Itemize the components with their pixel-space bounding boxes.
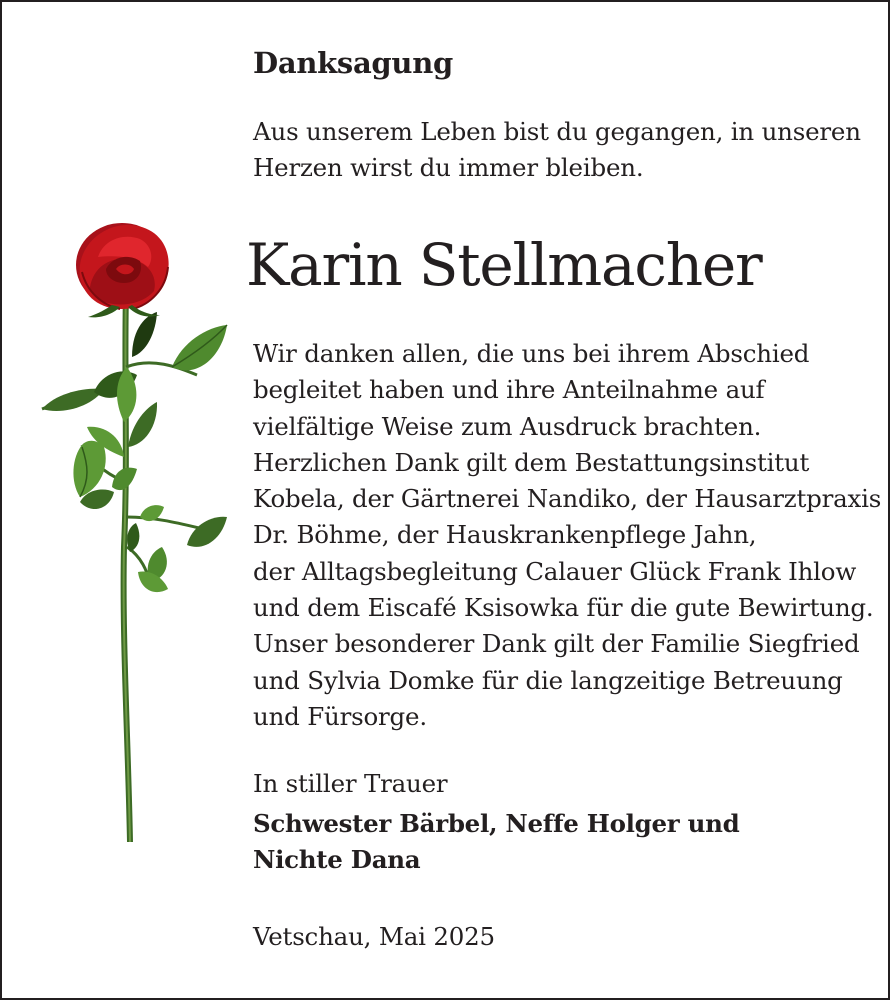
family-line: Nichte Dana (253, 845, 421, 874)
thanks-line: und Sylvia Domke für die langzeitige Betreuung (253, 665, 843, 695)
thanks-line: vielfältige Weise zum Ausdruck brachten. (253, 411, 762, 441)
thanks-line: Wir danken allen, die uns bei ihrem Abschied (253, 339, 810, 368)
deceased-name: Karin Stellmacher (246, 231, 762, 299)
family-signature (253, 806, 740, 878)
thanks-line: Unser besonderer Dank gilt der Familie Siegfried (253, 629, 860, 659)
place-date: Vetschau, Mai 2025 (253, 922, 495, 951)
thanks-line: Kobela, der Gärtnerei Nandiko, der Hausarztpraxis (253, 484, 882, 514)
red-rose-icon (32, 217, 232, 847)
intro-line: Aus unserem Leben bist du gegangen, in unseren (253, 117, 861, 146)
mourning-phrase: In stiller Trauer (253, 769, 448, 798)
intro-line: Herzen wirst du immer bleiben. (253, 153, 644, 182)
thanks-line: und Fürsorge. (253, 701, 427, 731)
thanks-line: und dem Eiscafé Ksisowka für die gute Bewirtung. (253, 593, 874, 623)
intro-text (253, 114, 863, 186)
thanks-line: der Alltagsbegleitung Calauer Glück Frank Ihlow (253, 556, 857, 586)
thanks-line: Dr. Böhme, der Hauskrankenpflege Jahn, (253, 520, 757, 550)
thanks-line: Herzlichen Dank gilt dem Bestattungsinstitut (253, 447, 810, 477)
notice-heading: Danksagung (253, 46, 453, 80)
family-line: Schwester Bärbel, Neffe Holger und (253, 809, 740, 838)
thanks-text (253, 336, 881, 735)
header-block (253, 40, 863, 186)
thanks-line: begleitet haben und ihre Anteilnahme auf (253, 375, 765, 405)
